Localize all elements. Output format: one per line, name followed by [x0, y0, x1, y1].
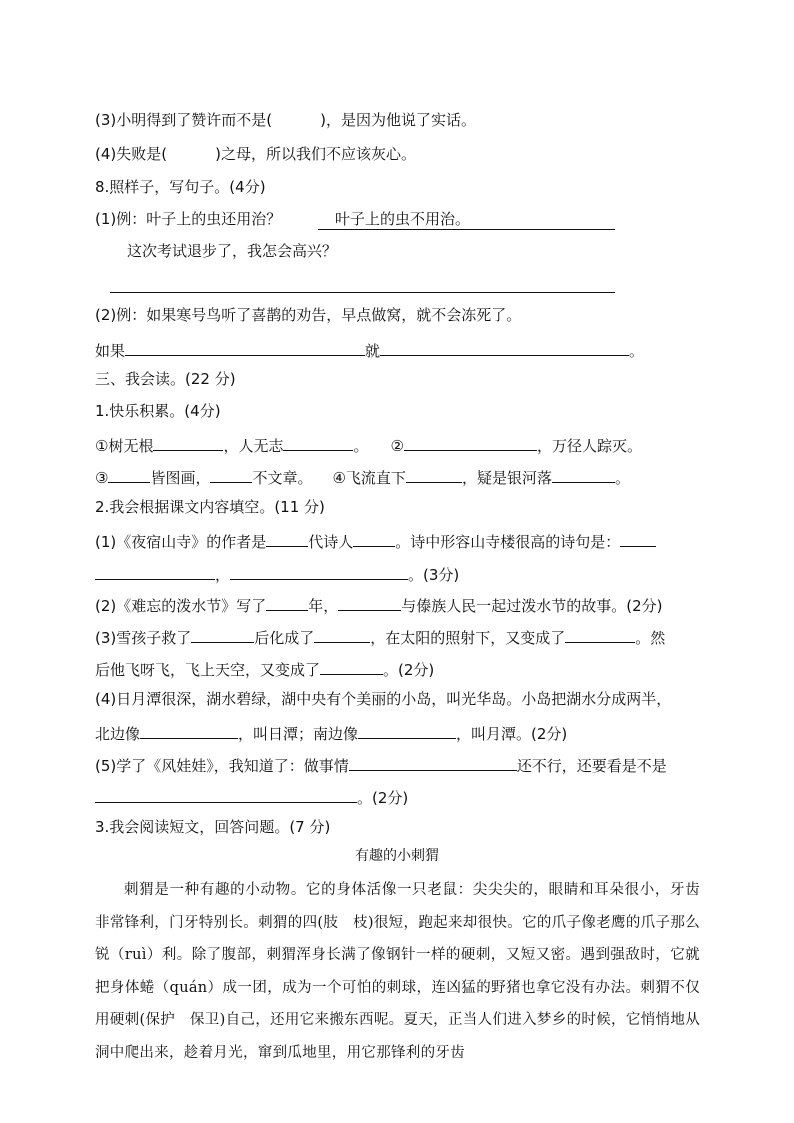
- question-3-line: [95, 110, 476, 130]
- proverb-1-text: ①树无根: [95, 437, 154, 455]
- proverb-2-marker: ②: [390, 437, 404, 455]
- r2-5-text-a: (5)学了《风娃娃》，我知道了：做事情: [95, 757, 349, 775]
- reading-2-1-line-b: [95, 562, 459, 585]
- blank-person[interactable]: [338, 593, 401, 611]
- reading-2-4-line-b: [95, 721, 567, 744]
- r2-3-text-d: 。然: [635, 629, 666, 647]
- r2-4-text-d: ，叫月潭。(2分): [456, 725, 568, 743]
- r2-5-text-b: 还不行，还要看是不是: [516, 757, 667, 775]
- blank-proverb-1a[interactable]: [153, 433, 223, 451]
- r2-2-text-b: 年，: [308, 597, 339, 615]
- passage-text: 刺猬是一种有趣的小动物。它的身体活像一只老鼠：尖尖尖的，眼睛和耳朵很小，牙齿非常锋利，门牙特别长。刺猬的四(肢 枝)很短，跑起来却很快。它的爪子像老鹰的爪子那么锐（ruì）利。除了腹部，刺猬浑身长满了像钢针一样的硬刺，又短又密。遇到强敌时，它就把身体蜷（quán）成一团，成为一个可怕的刺球，连凶猛的野猪也拿它没有办法。刺猬不仅用硬刺(保护 保卫)自己，还用它来搬东西呢。夏天，正当人们进入梦乡的时候，它悄悄地从洞中爬出来，趁着月光，窜到瓜地里，用它那锋利的牙齿: [95, 882, 700, 1061]
- r2-3-text-c: ，在太阳的照射下，又变成了: [370, 629, 566, 647]
- blank-north[interactable]: [140, 721, 238, 739]
- r2-4-text-c: ，叫日潭；南边像: [238, 725, 359, 743]
- proverb-2-text: ，万径人踪灭。: [536, 437, 642, 455]
- r2-3-text-e: 后他飞呀飞，飞上天空，又变成了: [95, 661, 321, 679]
- blank-saved[interactable]: [191, 625, 254, 643]
- proverb-1-end: 。: [353, 437, 369, 455]
- proverb-1-text-b: ，人无志: [223, 437, 284, 455]
- proverb-3-text: 皆图画，: [150, 469, 211, 487]
- r2-3-text-a: (3)雪孩子救了: [95, 629, 192, 647]
- reading-1-heading: 1.快乐积累。(4分): [95, 402, 221, 420]
- blank-south[interactable]: [358, 721, 456, 739]
- r2-1-score: 。(3分): [408, 566, 460, 584]
- proverb-4-text-b: ，疑是银河落: [461, 469, 552, 487]
- r2-1-text-c: 。诗中形容山寺楼很高的诗句是：: [395, 533, 621, 551]
- r2-3-score: 。(2分): [383, 661, 435, 679]
- reading-2-3-line-b: [95, 657, 434, 680]
- section-8-heading: 8.照样子，写句子。(4分): [95, 178, 266, 196]
- blank-year[interactable]: [266, 593, 308, 611]
- blank-whether[interactable]: [95, 785, 357, 803]
- answer-line-8-1[interactable]: [318, 228, 615, 230]
- blank-ruguo[interactable]: [125, 338, 365, 356]
- reading-3-heading: 3.我会阅读短文，回答问题。(7 分): [95, 818, 331, 836]
- reading-2-heading: 2.我会根据课文内容填空。(11 分): [95, 498, 325, 516]
- r2-4-text-b: 北边像: [95, 725, 141, 743]
- blank-proverb-4b[interactable]: [552, 465, 615, 483]
- reading-2-1-line-a: [95, 529, 656, 552]
- question-4-prefix: (4)失败是(: [95, 145, 168, 163]
- blank-verse-2[interactable]: [230, 562, 408, 580]
- blank-became-2[interactable]: [565, 625, 635, 643]
- reading-2-5-line-b: [95, 785, 408, 808]
- section-8-2-example: (2)例：如果寒号鸟听了喜鹊的劝告，早点做窝，就不会冻死了。: [95, 306, 522, 324]
- blank-proverb-1b[interactable]: [283, 433, 353, 451]
- blank-poet[interactable]: [353, 529, 395, 547]
- end-period: 。: [629, 342, 645, 360]
- question-3-prefix: (3)小明得到了赞许而不是(: [95, 111, 273, 129]
- reading-1-line-1: [95, 433, 642, 456]
- blank-doing[interactable]: [349, 753, 517, 771]
- reading-2-3-line-a: [95, 625, 665, 648]
- reading-2-4-line-a: (4)日月潭很深，湖水碧绿，湖中央有个美丽的小岛，叫光华岛。小岛把湖水分成两半，: [95, 690, 672, 708]
- blank-verse-1[interactable]: [95, 562, 215, 580]
- section-8-2-task: [95, 338, 644, 361]
- blank-dynasty[interactable]: [266, 529, 308, 547]
- r2-2-text-a: (2)《难忘的泼水节》写了: [95, 597, 267, 615]
- jiu-label: 就: [365, 342, 381, 360]
- proverb-4-end: 。: [614, 469, 630, 487]
- reading-2-5-line-a: [95, 753, 667, 776]
- answer-line-8-1-rewrite[interactable]: [110, 291, 615, 293]
- section-8-1-answer: 叶子上的虫不用治。: [335, 210, 471, 228]
- r2-1-text-b: 代诗人: [308, 533, 354, 551]
- r2-3-text-b: 后化成了: [254, 629, 315, 647]
- blank-proverb-4a[interactable]: [406, 465, 462, 483]
- blank-proverb-2[interactable]: [404, 433, 537, 451]
- part-3-heading: 三、我会读。(22 分): [95, 370, 236, 388]
- question-4-suffix: )之母，所以我们不应该灰心。: [215, 145, 416, 163]
- blank-jiu[interactable]: [380, 338, 629, 356]
- r2-5-score: 。(2分): [357, 789, 409, 807]
- reading-2-2-line: [95, 593, 663, 616]
- blank-proverb-3a[interactable]: [108, 465, 150, 483]
- proverb-3-marker: ③: [95, 469, 109, 487]
- r2-2-text-c: 与傣族人民一起过泼水节的故事。(2分): [401, 597, 663, 615]
- reading-1-line-2: [95, 465, 630, 488]
- blank-proverb-3b[interactable]: [210, 465, 252, 483]
- passage-title: 有趣的小刺猬: [355, 848, 439, 864]
- question-3-suffix: )，是因为他说了实话。: [320, 111, 476, 129]
- r2-1-text-a: (1)《夜宿山寺》的作者是: [95, 533, 267, 551]
- ruguo-label: 如果: [95, 342, 126, 360]
- r2-1-comma: ，: [215, 566, 231, 584]
- section-8-1-task: 这次考试退步了，我怎会高兴？: [127, 242, 338, 260]
- blank-became-3[interactable]: [320, 657, 383, 675]
- blank-verse-start[interactable]: [620, 529, 656, 547]
- blank-became-1[interactable]: [314, 625, 370, 643]
- section-8-1-example: (1)例：叶子上的虫还用治？: [95, 210, 282, 228]
- question-4-line: [95, 144, 416, 164]
- proverb-4-text: ④飞流直下: [332, 469, 406, 487]
- proverb-3-text-b: 不文章。: [252, 469, 313, 487]
